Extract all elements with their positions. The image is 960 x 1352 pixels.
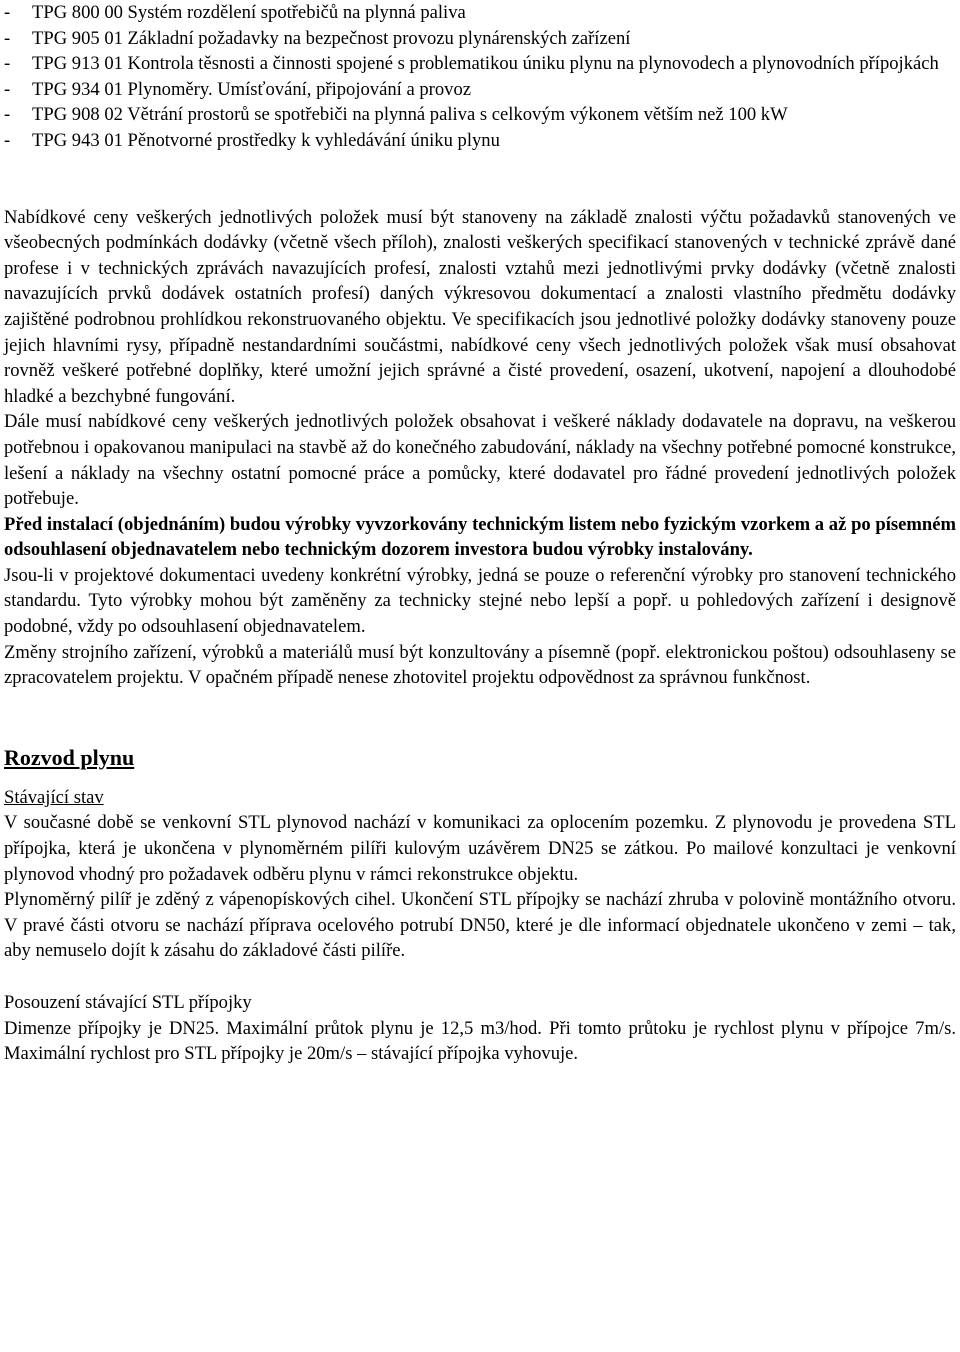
changes-paragraph: Změny strojního zařízení, výrobků a materiálů musí být konzultovány a písemně (popř. elektronickou poštou) odsouhlaseny se zpracovatelem projektu. V opačném případě nenese zhotovitel projektu odpovědnost za správnou funkčnost. <box>4 641 956 689</box>
list-item <box>4 0 956 26</box>
assessment-heading: Posouzení stávající STL přípojky <box>4 992 252 1013</box>
spacer <box>4 154 956 205</box>
current-state-paragraph-1: V současné době se venkovní STL plynovod nachází v komunikaci za oplocením pozemku. Z plynovodu je provedena STL přípojka, která je ukončena v plynoměrném pilíři kulovým uzávěrem DN25 se zátkou. Po mailové konzultaci je venkovní plynovod vhodný pro požadavek odběru plynu v rámci rekonstrukce objektu. <box>4 812 956 885</box>
list-item <box>4 77 956 103</box>
list-item-text: TPG 800 00 Systém rozdělení spotřebičů na plynná paliva <box>32 2 466 23</box>
list-item <box>4 102 956 128</box>
list-item-text: TPG 943 01 Pěnotvorné prostředky k vyhledávání úniku plynu <box>32 129 500 151</box>
spacer <box>4 691 956 743</box>
list-dash: - <box>4 78 11 100</box>
costs-paragraph: Dále musí nabídkové ceny veškerých jednotlivých položek obsahovat i veškeré náklady dodavatele na dopravu, na veškerou potřebnou i opakovanou manipulaci na stavbě až do konečného zabudování, náklady na všechny potřebné pomocné konstrukce, lešení a náklady na všechny ostatní pomocné práce a pomůcky, které dodavatel pro řádné provedení jednotlivých položek potřebuje. <box>4 411 956 510</box>
spacer <box>4 964 956 990</box>
current-state-paragraph-2: Plynoměrný pilíř je zděný z vápenopískových cihel. Ukončení STL přípojky se nachází zhruba v polovině montážního otvoru. V pravé části otvoru se nachází příprava ocelového potrubí DN50, které je dle informací objednatele ukončeno v zemi – tak, aby nemuselo dojít k zásahu do základové části pilíře. <box>4 889 956 962</box>
current-state-heading: Stávající stav <box>4 786 104 808</box>
section-heading: Rozvod plynu <box>4 744 135 770</box>
reference-paragraph: Jsou-li v projektové dokumentaci uvedeny konkrétní výrobky, jedná se pouze o referenční výrobky pro stanovení technického standardu. Tyto výrobky mohou být zaměněny za technicky stejné nebo lepší a popř. u pohledových zařízení i designově podobné, vždy po odsouhlasení objednavatelem. <box>4 564 956 638</box>
list-item-text: TPG 913 01 Kontrola těsnosti a činnosti spojené s problematikou úniku plynu na plynovodech a plynovodních přípojkách <box>32 53 939 75</box>
list-item-text: TPG 908 02 Větrání prostorů se spotřebiči na plynná paliva s celkovým výkonem větším než 100 kW <box>32 104 788 126</box>
list-dash: - <box>4 2 11 23</box>
list-item <box>4 51 956 77</box>
samples-bold-paragraph: Před instalací (objednáním) budou výrobky vyvzorkovány technickým listem nebo fyzickým vzorkem a až po písemném odsouhlasení objednavatelem nebo technickým dozorem investora budou výrobky instalovány. <box>4 513 956 561</box>
list-dash: - <box>4 129 11 151</box>
assessment-paragraph: Dimenze přípojky je DN25. Maximální průtok plynu je 12,5 m3/hod. Při tomto průtoku je rychlost plynu v přípojce 7m/s. Maximální rychlost pro STL přípojky je 20m/s – stávající přípojka vyhovuje. <box>4 1017 956 1065</box>
list-item-text: TPG 934 01 Plynoměry. Umísťování, připojování a provoz <box>32 78 471 100</box>
list-item-text: TPG 905 01 Základní požadavky na bezpečnost provozu plynárenských zařízení <box>32 27 631 49</box>
standards-list <box>4 0 956 154</box>
list-item <box>4 128 956 154</box>
pricing-paragraph: Nabídkové ceny veškerých jednotlivých položek musí být stanoveny na základě znalosti výčtu požadavků stanovených ve všeobecných podmínkách dodávky (včetně všech příloh), znalosti veškerých specifikací stanovených v technické zprávě dané profese i v technických zprávách navazujících profesí, znalosti vztahů mezi jednotlivými prvky dodávky (včetně znalosti navazujících prvků dodávek ostatních profesí) daných výkresovou dokumentací a znalosti vlastního předmětu dodávky zajištěné podrobnou prohlídkou rekonstruovaného objektu. Ve specifikacích jsou jednotlivé položky dodávky stanoveny pouze jejich hlavními rysy, případně nestandardními součástmi, nabídkové ceny všech jednotlivých položek však musí obsahovat rovněž veškeré potřebné doplňky, které umožní jejich správné a čisté provedení, osazení, ukotvení, napojení a dlouhodobé hladké a bezchybné fungování. <box>4 206 956 407</box>
list-dash: - <box>4 27 11 49</box>
list-dash: - <box>4 53 11 75</box>
list-dash: - <box>4 104 11 126</box>
list-item <box>4 26 956 52</box>
